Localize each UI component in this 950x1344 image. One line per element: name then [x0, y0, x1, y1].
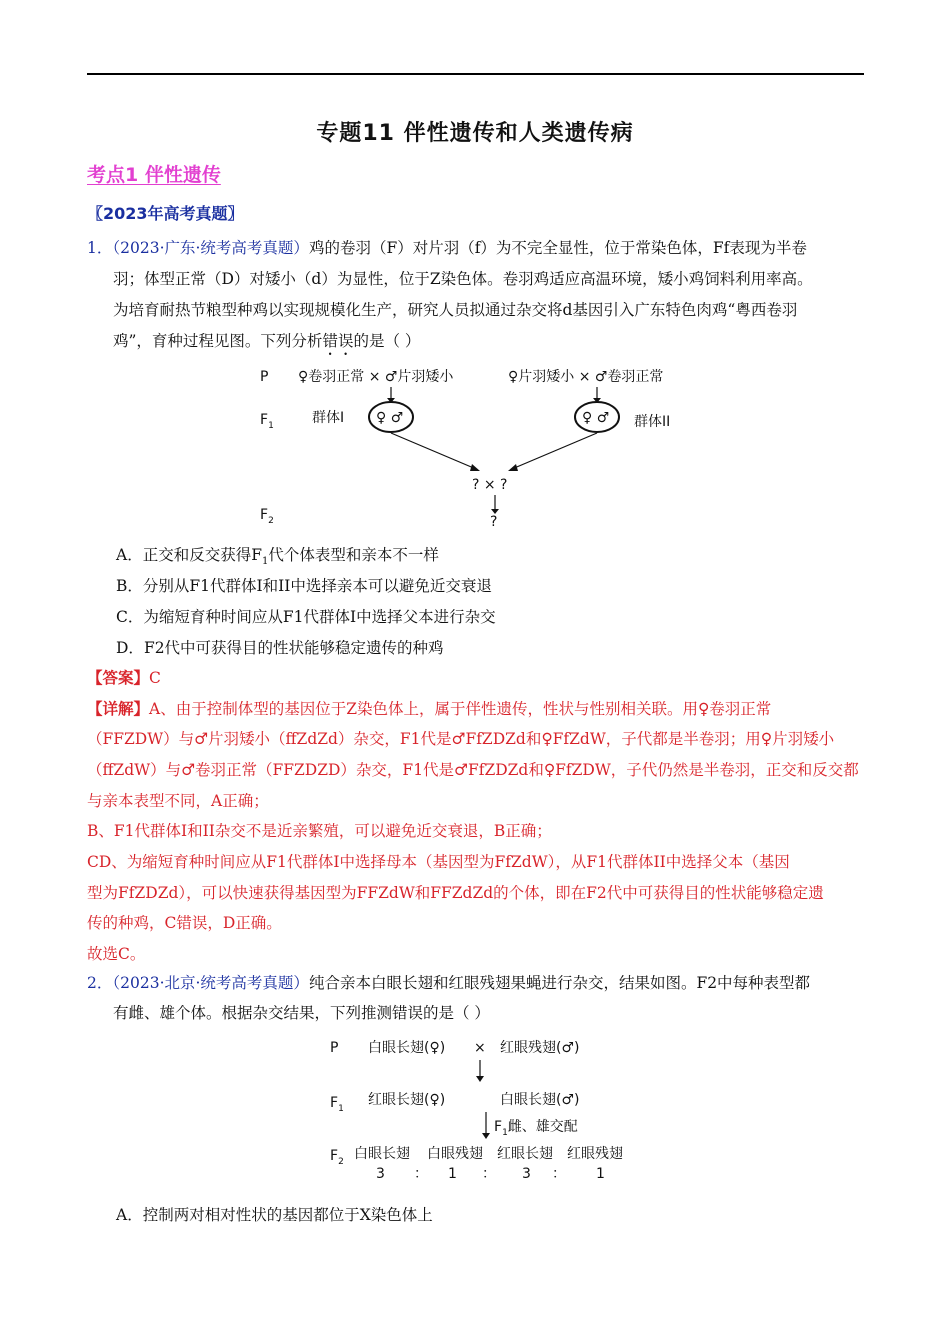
q2-f2-ratio-3: 3 [522, 1166, 531, 1182]
q2-p-label: P [330, 1040, 339, 1056]
q1-option-b[interactable]: B．分别从F1代群体I和II中选择亲本可以避免近交衰退 [116, 577, 492, 595]
header-rule [87, 73, 864, 75]
q2-p-female: 白眼长翅(♀) [368, 1040, 446, 1056]
diagram-f2-label: $F_2$ [260, 507, 274, 526]
q2-option-a[interactable]: A．控制两对相对性状的基因都位于X染色体上 [116, 1206, 433, 1224]
q2-cross-symbol: × [474, 1040, 486, 1056]
q2-cross-diagram [320, 1030, 650, 1190]
q2-colon-3: ： [552, 1166, 566, 1182]
q2-stem-line1: 2．（2023·北京·统考高考真题）纯合亲本白眼长翅和红眼残翅果蝇进行杂交，结果如图。F2中每种表型都 [87, 974, 811, 992]
q2-f1-cross: $F_1$雌、雄交配 [494, 1119, 578, 1138]
q1-stem-line4: 鸡”，育种过程见图。下列分析错误的是（ ） [113, 332, 421, 350]
q1-detail-cd-line2: 型为FfZDZd），可以快速获得基因型为FFZdW和FFZdZd的个体，即在F2代中可获得目的性状能够稳定遗 [87, 884, 824, 902]
year-heading: 〖2023年高考真题〗 [87, 204, 244, 223]
q2-p-male: 红眼残翅(♂) [500, 1040, 580, 1056]
q2-f2-type-2: 白眼残翅 [427, 1146, 483, 1162]
q1-number: 1． [87, 239, 113, 257]
q2-colon-1: ： [414, 1166, 428, 1182]
q2-f2-ratio-2: 1 [448, 1166, 457, 1182]
topic-heading: 考点1 伴性遗传 [87, 164, 221, 186]
page-title: 专题11 伴性遗传和人类遗传病 [316, 121, 634, 146]
q2-stem-line2: 有雌、雄个体。根据杂交结果，下列推测错误的是（ ） [113, 1004, 490, 1022]
q2-f2-type-1: 白眼长翅 [354, 1146, 410, 1162]
q2-f2-ratio-4: 1 [596, 1166, 605, 1182]
f2-result: ? [490, 514, 498, 530]
cross-right: ♀片羽矮小 × ♂卷羽正常 [508, 369, 664, 385]
q1-option-c[interactable]: C．为缩短育种时间应从F1代群体I中选择父本进行杂交 [116, 608, 496, 626]
emphasis-error: 错误 [322, 332, 354, 350]
diagram-p-label: P [260, 369, 269, 385]
q1-detail-line1: 【详解】A、由于控制体型的基因位于Z染色体上，属于伴性遗传，性状与性别相关联。用♀卷羽正常 [87, 699, 772, 718]
q1-breeding-diagram [250, 360, 710, 535]
q1-conclusion: 故选C。 [87, 945, 146, 963]
group-2-label: 群体II [634, 414, 671, 430]
q1-stem-line3: 为培育耐热节粮型种鸡以实现规模化生产，研究人员拟通过杂交将d基因引入广东特色肉鸡“粤西卷羽 [113, 301, 798, 319]
q1-stem-line2: 羽；体型正常（D）对矮小（d）为显性，位于Z染色体。卷羽鸡适应高温环境，矮小鸡饲料利用率高。 [113, 270, 813, 288]
q2-f2-label: $F_2$ [330, 1148, 344, 1167]
q1-detail-cd-line1: CD、为缩短育种时间应从F1代群体I中选择母本（基因型为FfZdW），从F1代群体II中选择父本（基因 [87, 853, 790, 871]
q2-f2-type-4: 红眼残翅 [567, 1146, 623, 1162]
group-2-sexes: ♀ ♂ [582, 410, 610, 426]
q2-f1-male: 白眼长翅(♂) [500, 1092, 580, 1108]
group-1-sexes: ♀ ♂ [376, 410, 404, 426]
q2-colon-2: ： [482, 1166, 496, 1182]
q2-f2-type-3: 红眼长翅 [497, 1146, 553, 1162]
q2-f1-label: $F_1$ [330, 1095, 344, 1114]
q1-detail-line2: （FFZDW）与♂片羽矮小（ffZdZd）杂交，F1代是♂FfZDZd和♀FfZdW，子代都是半卷羽；用♀片羽矮小 [87, 730, 835, 748]
q1-source: （2023·广东·统考高考真题） [112, 239, 309, 257]
q1-stem-line1: 1．（2023·广东·统考高考真题）鸡的卷羽（F）对片羽（f）为不完全显性，位于常染色体，Ff表现为半卷 [87, 239, 807, 257]
f1-cross: ? × ? [472, 477, 508, 493]
q2-f2-ratio-1: 3 [376, 1166, 385, 1182]
q1-answer: 【答案】C [87, 668, 161, 687]
q2-f1-female: 红眼长翅(♀) [368, 1092, 446, 1108]
q1-detail-b: B、F1代群体I和II杂交不是近亲繁殖，可以避免近交衰退，B正确； [87, 822, 552, 840]
q1-option-d[interactable]: D．F2代中可获得目的性状能够稳定遗传的种鸡 [116, 639, 444, 657]
q1-detail-line3: （ffZdW）与♂卷羽正常（FFZDZD）杂交，F1代是♂FfZDZd和♀FfZDW，子代仍然是半卷羽，正交和反交都 [87, 761, 859, 779]
cross-left: ♀卷羽正常 × ♂片羽矮小 [298, 369, 454, 385]
group-1-label: 群体I [312, 410, 345, 426]
q1-option-a[interactable]: A．正交和反交获得$F_1$代个体表型和亲本不一样 [116, 546, 439, 568]
q2-number: 2． [87, 974, 113, 992]
q1-detail-line4: 与亲本表型不同，A正确； [87, 792, 269, 810]
q1-detail-cd-line3: 传的种鸡，C错误，D正确。 [87, 914, 282, 932]
q2-source: （2023·北京·统考高考真题） [112, 974, 309, 992]
diagram-f1-label: $F_1$ [260, 412, 274, 431]
